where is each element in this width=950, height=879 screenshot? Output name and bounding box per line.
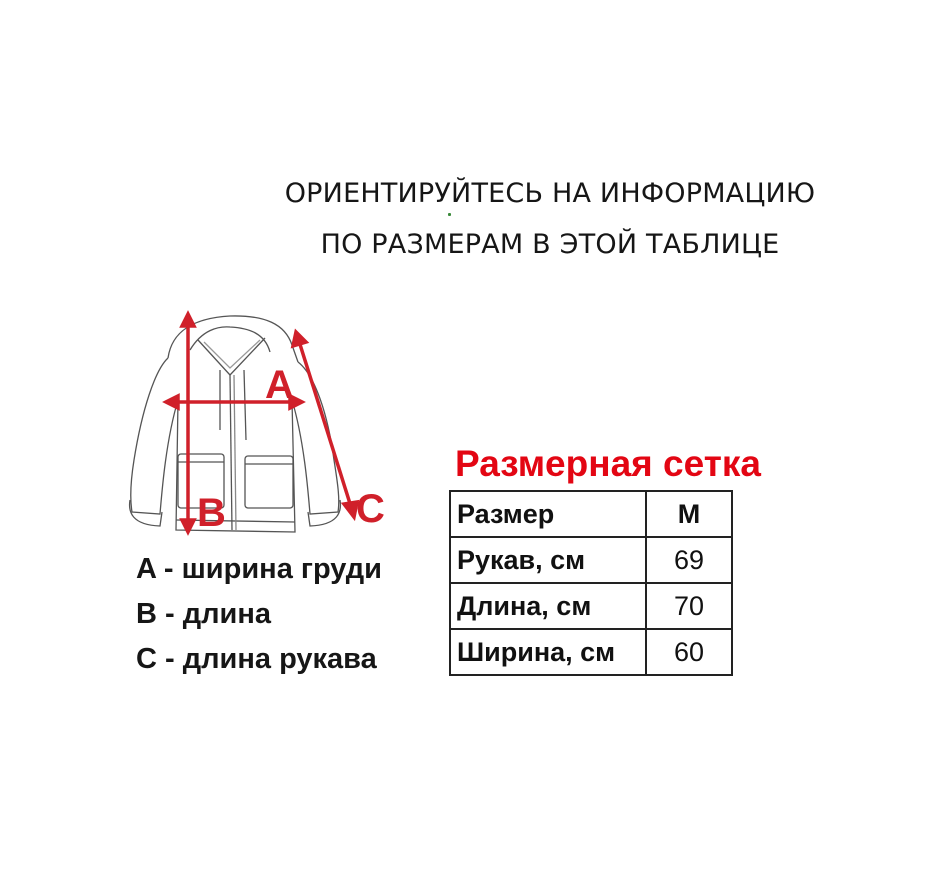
row-value: 60 (646, 629, 732, 675)
label-a: A (265, 363, 294, 407)
decorative-dot (448, 213, 451, 216)
row-label: Рукав, см (450, 537, 646, 583)
headline-line-2: ПО РАЗМЕРАМ В ЭТОЙ ТАБЛИЦЕ (320, 229, 780, 260)
jacket-outline (130, 316, 341, 532)
headline-line-1: ОРИЕНТИРУЙТЕСЬ НА ИНФОРМАЦИЮ (284, 178, 816, 209)
size-table (449, 490, 733, 676)
row-value: 69 (646, 537, 732, 583)
row-label: Ширина, см (450, 629, 646, 675)
jacket-diagram (120, 300, 400, 545)
table-row (450, 629, 732, 675)
label-b: B (197, 491, 226, 535)
label-c: C (356, 487, 385, 531)
header-m: M (646, 491, 732, 537)
legend-c: C - длина рукава (136, 643, 377, 675)
table-header-row (450, 491, 732, 537)
header-size: Размер (450, 491, 646, 537)
table-row (450, 537, 732, 583)
legend-b: B - длина (136, 598, 272, 630)
measurement-arrows (166, 314, 357, 532)
row-label: Длина, см (450, 583, 646, 629)
size-chart-title: Размерная сетка (455, 443, 761, 484)
row-value: 70 (646, 583, 732, 629)
table-row (450, 583, 732, 629)
legend-a: A - ширина груди (136, 553, 382, 585)
